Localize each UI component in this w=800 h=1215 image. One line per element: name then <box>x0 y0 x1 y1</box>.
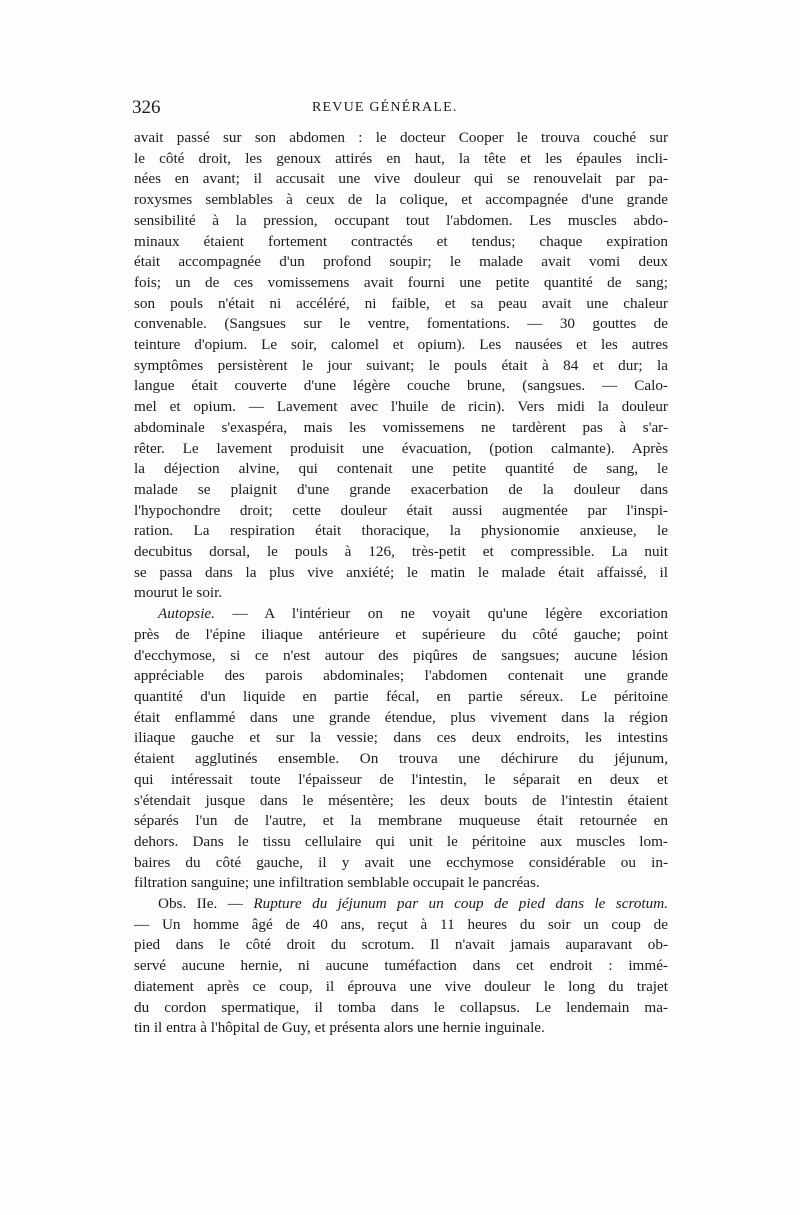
text-line: mourut le soir. <box>134 584 223 602</box>
text-line <box>134 604 668 625</box>
text-line: minaux étaient fortement contractés et tendus; chaque expiration <box>134 232 668 250</box>
text-line-continued: — A l'intérieur on ne voyait qu'une légère excoriation <box>214 605 668 623</box>
text-line: l'hypochondre droit; cette douleur était aussi augmentée par l'inspi- <box>134 501 668 519</box>
text-line: nées en avant; il accusait une vive douleur qui se renouvelait par pa- <box>134 170 668 188</box>
text-line: symptômes persistèrent le jour suivant; le pouls était à 84 et dur; la <box>134 356 668 374</box>
page-header <box>132 96 668 120</box>
text-line: decubitus dorsal, le pouls à 126, très-petit et compressible. La nuit <box>134 543 668 561</box>
text-line: d'ecchymose, si ce n'est autour des piqûres de sangsues; aucune lésion <box>134 646 668 664</box>
text-line: roxysmes semblables à ceux de la colique, et accompagnée d'une grande <box>134 191 668 209</box>
text-line: convenable. (Sangsues sur le ventre, fomentations. — 30 gouttes de <box>134 315 668 333</box>
text-line: avait passé sur son abdomen : le docteur Cooper le trouva couché sur <box>134 129 668 146</box>
text-line: teinture d'opium. Le soir, calomel et opium). Les nausées et les autres <box>134 336 668 354</box>
text-line: ration. La respiration était thoracique, la physionomie anxieuse, le <box>134 522 668 540</box>
text-line: se passa dans la plus vive anxiété; le matin le malade était affaissé, il <box>134 563 668 581</box>
body-text <box>134 128 668 1039</box>
text-line: près de l'épine iliaque antérieure et supérieure du côté gauche; point <box>134 625 668 643</box>
text-line: abdominale s'exaspéra, mais les vomissemens ne tardèrent pas à s'ar- <box>134 418 668 436</box>
text-line: malade se plaignit d'une grande exacerbation de la douleur dans <box>134 480 668 498</box>
text-line: qui intéressait toute l'épaisseur de l'intestin, le séparait en deux et <box>134 770 668 788</box>
text-line: la déjection alvine, qui contenait une petite quantité de sang, le <box>134 460 668 478</box>
text-line: fois; un de ces vomissemens avait fourni une petite quantité de sang; <box>134 273 668 291</box>
text-line: baires du côté gauche, il y avait une ecchymose considérable ou in- <box>134 853 668 871</box>
text-line: était enflammé dans une grande étendue, plus vivement dans la région <box>134 708 668 726</box>
section-label-autopsie: Autopsie. <box>158 605 215 623</box>
page-number: 326 <box>132 97 161 118</box>
text-line: pied dans le côté droit du scrotum. Il n'avait jamais auparavant ob- <box>134 936 668 954</box>
text-line: — Un homme âgé de 40 ans, reçut à 11 heures du soir un coup de <box>134 915 668 933</box>
text-line: servé aucune hernie, ni aucune tuméfaction dans cet endroit : immé- <box>134 957 668 975</box>
text-line: séparés l'un de l'autre, et la membrane muqueuse était retournée en <box>134 812 668 830</box>
text-line: mel et opium. — Lavement avec l'huile de ricin). Vers midi la douleur <box>134 398 668 416</box>
running-head: REVUE GÉNÉRALE. <box>312 100 458 115</box>
text-line: rêter. Le lavement produisit une évacuation, (potion calmante). Après <box>134 439 668 457</box>
text-line: quantité d'un liquide en partie fécal, en partie séreux. Le péritoine <box>134 687 668 705</box>
text-line: filtration sanguine; une infiltration semblable occupait le pancréas. <box>134 874 540 892</box>
paragraph-case-history <box>134 128 668 604</box>
text-line: appréciable des parois abdominales; l'abdomen contenait une grande <box>134 667 668 685</box>
text-line: étaient agglutinés ensemble. On trouva une déchirure du jéjunum, <box>134 750 668 768</box>
text-line: iliaque gauche et sur la vessie; dans ces deux endroits, les intestins <box>134 729 668 747</box>
text-line: sensibilité à la pression, occupant tout l'abdomen. Les muscles abdo- <box>134 211 668 229</box>
text-line: le côté droit, les genoux attirés en haut, la tête et les épaules incli- <box>134 149 668 167</box>
text-line: tin il entra à l'hôpital de Guy, et présenta alors une hernie inguinale. <box>134 1019 545 1037</box>
text-line: du cordon spermatique, il tomba dans le collapsus. Le lendemain ma- <box>134 998 668 1016</box>
paragraph-observation-2 <box>134 894 668 1039</box>
text-line: langue était couverte d'une légère couche brune, (sangsues. — Calo- <box>134 377 668 395</box>
observation-label: Obs. IIe. — <box>158 895 254 913</box>
text-line: s'étendait jusque dans le mésentère; les deux bouts de l'intestin étaient <box>134 791 668 809</box>
text-line: était accompagnée d'un profond soupir; le malade avait vomi deux <box>134 253 668 271</box>
paragraph-autopsie <box>134 604 668 894</box>
observation-heading-line <box>134 894 668 915</box>
text-line: dehors. Dans le tissu cellulaire qui unit le péritoine aux muscles lom- <box>134 832 668 850</box>
observation-title: Rupture du jéjunum par un coup de pied dans le scrotum. <box>253 895 668 913</box>
text-line: son pouls n'était ni accéléré, ni faible, et sa peau avait une chaleur <box>134 294 668 312</box>
text-line: diatement après ce coup, il éprouva une vive douleur le long du trajet <box>134 977 668 995</box>
